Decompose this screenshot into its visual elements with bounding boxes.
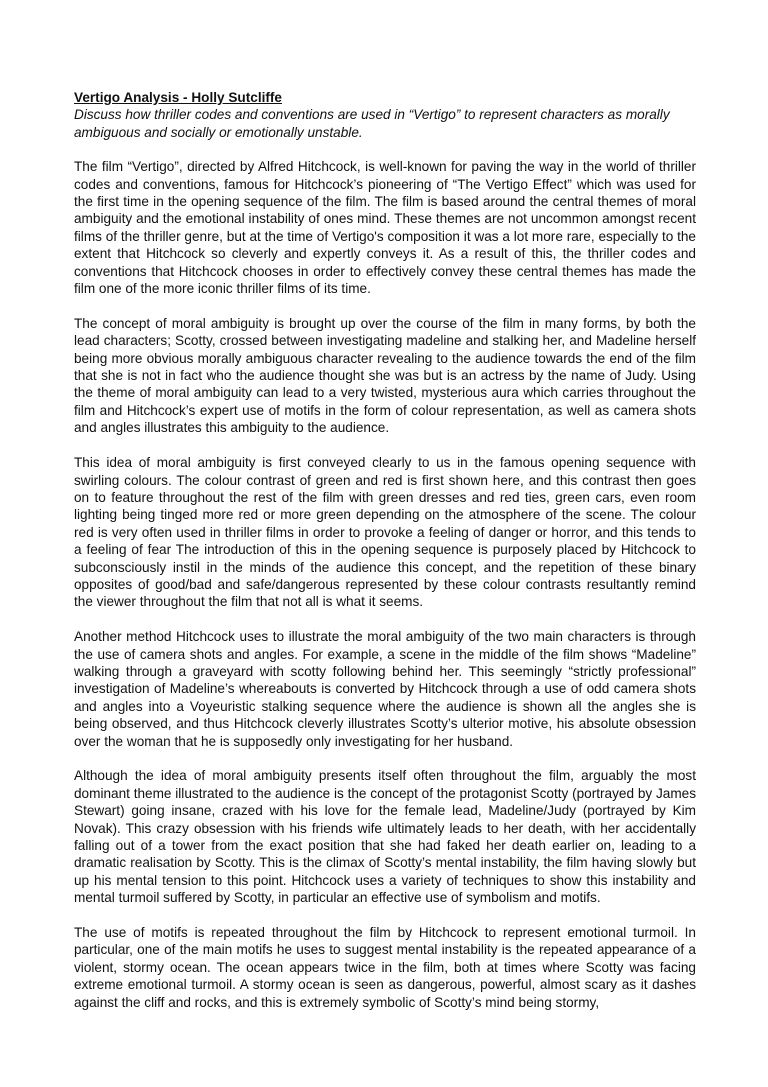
paragraph: Although the idea of moral ambiguity presents itself often throughout the film, arguably the most dominant theme illustrated to the audience is the concept of the protagonist Scotty (portrayed by James Stewart) going insane, crazed with his love for the female lead, Madeline/Judy (portrayed by Kim Novak). This crazy obsession with his friends wife ultimately leads to her death, with her accidentally falling out of a tower from the exact position that she had faked her death earlier on, leading to a dramatic realisation by Scotty. This is the climax of Scotty’s mental instability, the film having slowly but up his mental tension to this point. Hitchcock uses a variety of techniques to show this instability and mental turmoil suffered by Scotty, in particular an effective use of symbolism and motifs. — [74, 768, 696, 906]
document-title: Vertigo Analysis - Holly Sutcliffe — [74, 90, 282, 105]
paragraph: The use of motifs is repeated throughout the film by Hitchcock to represent emotional turmoil. In particular, one of the main motifs he uses to suggest mental instability is the repeated appearance of a violent, stormy ocean. The ocean appears twice in the film, both at times where Scotty was facing extreme emotional turmoil. A stormy ocean is seen as dangerous, powerful, almost scary as it dashes against the cliff and rocks, and this is extremely symbolic of Scotty’s mind being stormy, — [74, 925, 696, 1010]
paragraph: Another method Hitchcock uses to illustrate the moral ambiguity of the two main characters is through the use of camera shots and angles. For example, a scene in the middle of the film shows “Madeline” walking through a graveyard with scotty following behind her. This seemingly “strictly professional” investigation of Madeline’s whereabouts is converted by Hitchcock through a use of odd camera shots and angles into a Voyeuristic stalking sequence where the audience is shown all the angles she is being observed, and thus Hitchcock cleverly illustrates Scotty’s ulterior motive, his absolute obsession over the woman that he is supposedly only investigating for her husband. — [74, 629, 696, 749]
paragraph: The film “Vertigo”, directed by Alfred Hitchcock, is well-known for paving the way in the world of thriller codes and conventions, famous for Hitchcock’s pioneering of “The Vertigo Effect” which was used for the first time in the opening sequence of the film. The film is based around the central themes of moral ambiguity and the emotional instability of ones mind. These themes are not uncommon amongst recent films of the thriller genre, but at the time of Vertigo's composition it was a lot more rare, especially to the extent that Hitchcock so cleverly and expertly conveys it. As a result of this, the thriller codes and conventions that Hitchcock chooses in order to effectively convey these central themes has made the film one of the more iconic thriller films of its time. — [74, 159, 696, 297]
document-page — [74, 89, 696, 1028]
document-subtitle: Discuss how thriller codes and conventions are used in “Vertigo” to represent characters as morally ambiguous and socially or emotionally unstable. — [74, 107, 670, 140]
paragraph: The concept of moral ambiguity is brought up over the course of the film in many forms, by both the lead characters; Scotty, crossed between investigating madeline and stalking her, and Madeline herself being more obvious morally ambiguous character revealing to the audience towards the end of the film that she is not in fact who the audience thought she was but is an actress by the name of Judy. Using the theme of moral ambiguity can lead to a very twisted, mysterious aura which carries throughout the film and Hitchcock’s expert use of motifs in the form of colour representation, as well as camera shots and angles illustrates this ambiguity to the audience. — [74, 315, 696, 436]
paragraph: This idea of moral ambiguity is first conveyed clearly to us in the famous opening sequence with swirling colours. The colour contrast of green and red is first shown here, and this contrast then goes on to feature throughout the rest of the film with green dresses and red ties, green cars, even room lighting being tinged more red or more green depending on the atmosphere of the scene. The colour red is very often used in thriller films in order to provoke a feeling of danger or horror, and this tends to a feeling of fear The introduction of this in the opening sequence is purposely placed by Hitchcock to subconsciously instil in the minds of the audience this concept, and the repetition of these binary opposites of good/bad and safe/dangerous represented by these colour contrasts resultantly remind the viewer throughout the film that not all is what it seems. — [74, 455, 696, 610]
